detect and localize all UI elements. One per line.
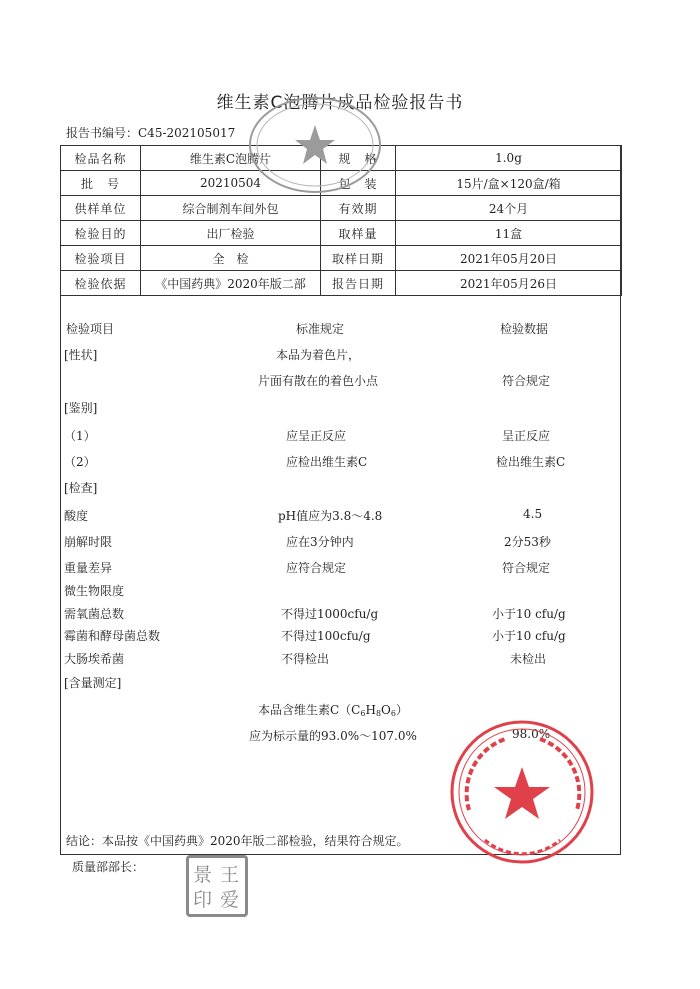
item-label: 检验项目 bbox=[61, 246, 141, 271]
supplier-value: 综合制剂车间外包 bbox=[141, 196, 321, 221]
assay-standard-line1 bbox=[258, 701, 408, 718]
basis-label: 检验依据 bbox=[61, 271, 141, 296]
identification-1-item: （1） bbox=[64, 429, 96, 443]
validity-value: 24个月 bbox=[396, 196, 622, 221]
disintegration-result: 2分53秒 bbox=[504, 535, 551, 549]
aerobic-count-result: 小于10 cfu/g bbox=[492, 607, 566, 621]
section-characteristics: [性状] bbox=[64, 348, 98, 362]
mold-yeast-item: 霉菌和酵母菌总数 bbox=[64, 629, 161, 643]
name-stamp-char: 王 bbox=[220, 864, 240, 886]
name-stamp-char: 印 bbox=[193, 889, 213, 911]
assay-standard-suffix: ） bbox=[395, 703, 408, 717]
section-assay: [含量测定] bbox=[64, 676, 122, 690]
identification-2-item: （2） bbox=[64, 455, 96, 469]
name-stamp-char: 景 bbox=[193, 864, 213, 886]
characteristics-result: 符合规定 bbox=[502, 374, 551, 388]
weight-variation-standard: 应符合规定 bbox=[286, 561, 347, 575]
identification-2-result: 检出维生素C bbox=[496, 455, 566, 469]
spec-label: 规 格 bbox=[321, 146, 396, 171]
microbial-limit-item: 微生物限度 bbox=[64, 584, 125, 598]
spec-value: 1.0g bbox=[396, 146, 622, 171]
supplier-label: 供样单位 bbox=[61, 196, 141, 221]
ecoli-result: 未检出 bbox=[510, 652, 547, 666]
validity-label: 有效期 bbox=[321, 196, 396, 221]
mold-yeast-result: 小于10 cfu/g bbox=[492, 629, 566, 643]
assay-standard-line2: 应为标示量的93.0%～107.0% bbox=[249, 729, 417, 743]
column-header-result: 检验数据 bbox=[500, 322, 549, 336]
signature-label: 质量部部长： bbox=[72, 860, 145, 874]
conclusion: 结论：本品按《中国药典》2020年版二部检验，结果符合规定。 bbox=[66, 834, 409, 848]
ecoli-standard: 不得检出 bbox=[281, 652, 330, 666]
column-header-item: 检验项目 bbox=[66, 322, 115, 336]
basis-value: 《中国药典》2020年版二部 bbox=[141, 271, 321, 296]
info-row bbox=[61, 221, 622, 246]
faded-company-seal bbox=[245, 95, 395, 195]
section-identification: [鉴别] bbox=[64, 401, 98, 415]
info-row bbox=[61, 246, 622, 271]
aerobic-count-item: 需氧菌总数 bbox=[64, 607, 125, 621]
name-stamp-char: 爱 bbox=[220, 889, 240, 911]
ecoli-item: 大肠埃希菌 bbox=[64, 652, 125, 666]
column-header-standard: 标准规定 bbox=[296, 322, 345, 336]
sample-date-value: 2021年05月20日 bbox=[396, 246, 622, 271]
report-number: 报告书编号：C45-202105017 bbox=[66, 126, 236, 140]
identification-2-standard: 应检出维生素C bbox=[286, 455, 368, 469]
identification-1-standard: 应呈正反应 bbox=[286, 429, 347, 443]
report-date-value: 2021年05月26日 bbox=[396, 271, 622, 296]
batch-label: 批 号 bbox=[61, 171, 141, 196]
product-value: 维生素C泡腾片 bbox=[141, 146, 321, 171]
disintegration-item: 崩解时限 bbox=[64, 535, 113, 549]
purpose-label: 检验目的 bbox=[61, 221, 141, 246]
info-row bbox=[61, 271, 622, 296]
package-value: 15片/盒×120盒/箱 bbox=[396, 171, 622, 196]
identification-1-result: 呈正反应 bbox=[502, 429, 551, 443]
characteristics-standard-line1: 本品为着色片， bbox=[276, 348, 361, 362]
formula-sub-carbon: 6 bbox=[360, 709, 366, 718]
formula-sub-oxygen: 6 bbox=[390, 709, 396, 718]
formula-oxygen: O bbox=[381, 703, 391, 717]
acidity-standard: pH值应为3.8～4.8 bbox=[278, 509, 383, 523]
mold-yeast-standard: 不得过100cfu/g bbox=[281, 629, 371, 643]
assay-standard-prefix: 本品含维生素C（C bbox=[258, 703, 361, 717]
info-row bbox=[61, 196, 622, 221]
item-value: 全 检 bbox=[141, 246, 321, 271]
disintegration-standard: 应在3分钟内 bbox=[286, 535, 354, 549]
characteristics-standard-line2: 片面有散在的着色小点 bbox=[258, 374, 379, 388]
acidity-item: 酸度 bbox=[64, 509, 89, 523]
formula-sub-hydrogen: 8 bbox=[375, 709, 382, 718]
formula-hydrogen: H bbox=[365, 703, 376, 717]
product-label: 检品名称 bbox=[61, 146, 141, 171]
sample-qty-label: 取样量 bbox=[321, 221, 396, 246]
weight-variation-result: 符合规定 bbox=[502, 561, 551, 575]
batch-value: 20210504 bbox=[141, 171, 321, 196]
section-inspection: [检查] bbox=[64, 481, 98, 495]
report-title: 维生素C泡腾片成品检验报告书 bbox=[216, 93, 464, 113]
sample-qty-value: 11盒 bbox=[396, 221, 622, 246]
acidity-result: 4.5 bbox=[523, 507, 543, 521]
red-company-seal bbox=[445, 715, 600, 870]
name-stamp bbox=[186, 855, 248, 917]
package-label: 包 装 bbox=[321, 171, 396, 196]
purpose-value: 出厂检验 bbox=[141, 221, 321, 246]
aerobic-count-standard: 不得过1000cfu/g bbox=[281, 607, 379, 621]
weight-variation-item: 重量差异 bbox=[64, 561, 113, 575]
sample-date-label: 取样日期 bbox=[321, 246, 396, 271]
assay-result: 98.0% bbox=[512, 727, 551, 741]
report-date-label: 报告日期 bbox=[321, 271, 396, 296]
